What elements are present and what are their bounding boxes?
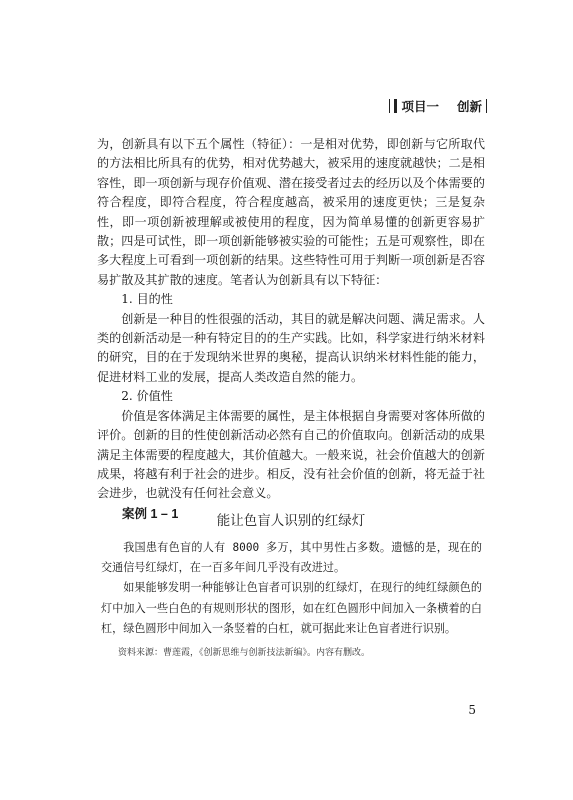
header-rule-left-thick — [394, 99, 397, 113]
page-number: 5 — [468, 703, 476, 717]
intro-paragraph: 为，创新具有以下五个属性（特征）：一是相对优势，即创新与它所取代的方法相比所具有的优势，相对优势越大，被采用的速度就越快；二是相容性，即一项创新与现存价值观、潜在接受者过去的经历以及个体需要的符合程度，即符合程度，符合程度越高，被采用的速度更快；三是复杂性，即一项创新被理解或被使用的程度，因为简单易懂的创新更容易扩散；四是可试性，即一项创新能够被实验的可能性；五是可观察性，即在多大程度上可看到一项创新的结果。这些特性可用于判断一项创新是否容易扩散及其扩散的速度。笔者认为创新具有以下特征： — [97, 137, 485, 287]
header-rule-right — [486, 99, 487, 113]
case-source: 资料来源：曹莲霞，《创新思维与创新技法新编》。内容有删改。 — [118, 648, 371, 658]
case-label: 案例 1 – 1 — [122, 506, 179, 521]
case-body — [101, 538, 482, 639]
header-rule-left — [389, 99, 390, 113]
section-heading-value: 2. 价值性 — [121, 389, 173, 404]
running-header — [389, 97, 487, 115]
case-paragraph-1: 我国患有色盲的人有 8000 多万，其中男性占多数。遗憾的是，现在的交通信号红绿灯，在一百多年间几乎没有改进过。 — [101, 541, 482, 575]
case-title: 能让色盲人识别的红绿灯 — [216, 513, 366, 529]
section-paragraph-purpose: 创新是一种目的性很强的活动，其目的就是解决问题、满足需求。人类的创新活动是一种有特定目的的生产实践。比如，科学家进行纳米材料的研究，目的在于发现纳米世界的奥秘，提高认识纳米材料性能的能力，促进材料工业的发展，提高人类改造自然的能力。 — [97, 311, 485, 384]
header-project: 项目一 — [401, 100, 439, 114]
main-text — [97, 135, 485, 524]
header-title: 创新 — [456, 100, 482, 114]
section-heading-purpose: 1. 目的性 — [121, 292, 173, 307]
case-paragraph-2: 如果能够发明一种能够让色盲者可识别的红绿灯，在现行的纯红绿颜色的灯中加入一些白色的有规则形状的图形，如在红色圆形中间加入一条横着的白杠，绿色圆形中间加入一条竖着的白杠，就可据此来让色盲者进行识别。 — [101, 581, 482, 635]
section-paragraph-value: 价值是客体满足主体需要的属性，是主体根据自身需要对客体所做的评价。创新的目的性使创新活动必然有自己的价值取向。创新活动的成果满足主体需要的程度越大，其价值越大。一般来说，社会价值越大的创新成果，将越有利于社会的进步。相反，没有社会价值的创新，将无益于社会进步，也就没有任何社会意义。 — [97, 408, 485, 501]
